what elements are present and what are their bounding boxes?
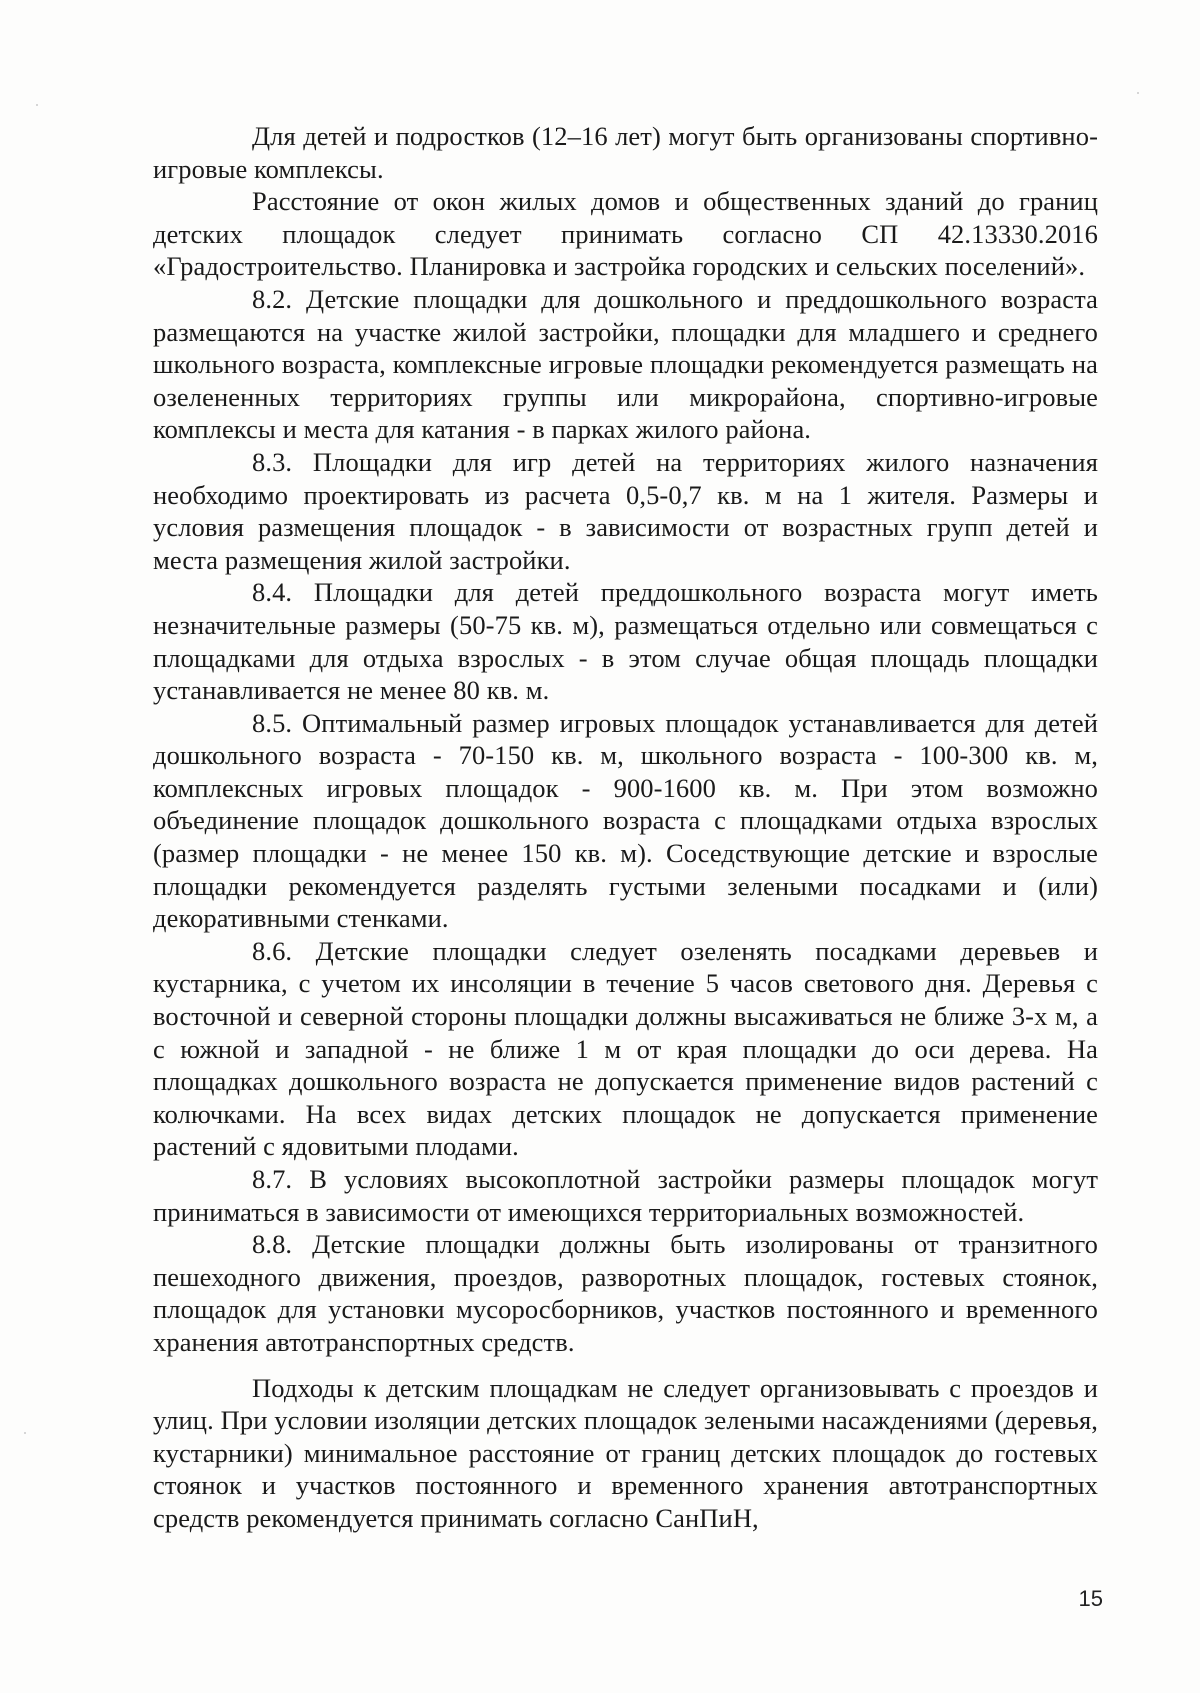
paragraph-8-2: 8.2. Детские площадки для дошкольного и преддошкольного возраста размещаются на участке жилой застройки, площадки для младшего и среднего школьного возраста, комплексные игровые площадки рекомендуется размещать на озелененных территориях группы или микрорайона, спортивно-игровые комплексы и места для катания - в парках жилого района. bbox=[153, 283, 1098, 445]
scan-speck bbox=[1137, 92, 1139, 94]
paragraph-playgrounds-teens: Для детей и подростков (12–16 лет) могут быть организованы спортивно-игровые комплексы. bbox=[153, 121, 1098, 184]
paragraph-8-4: 8.4. Площадки для детей преддошкольного возраста могут иметь незначительные размеры (50-75 кв. м), размещаться отдельно или совмещаться с площадками для отдыха взрослых - в этом случае общая площадь площадки устанавливается не менее 80 кв. м. bbox=[153, 577, 1098, 706]
page-number: 15 bbox=[1078, 1586, 1103, 1611]
paragraph-8-8: 8.8. Детские площадки должны быть изолированы от транзитного пешеходного движения, проездов, разворотных площадок, гостевых стоянок, площадок для установки мусоросборников, участков постоянного и временного хранения автотранспортных средств. bbox=[153, 1229, 1098, 1357]
paragraph-distance-from-windows: Расстояние от окон жилых домов и общественных зданий до границ детских площадок следует принимать согласно СП 42.13330.2016 «Градостроительство. Планировка и застройка городских и сельских поселений». bbox=[153, 186, 1098, 282]
paragraph-8-3: 8.3. Площадки для игр детей на территориях жилого назначения необходимо проектировать из расчета 0,5-0,7 кв. м на 1 жителя. Размеры и условия размещения площадок - в зависимости от возрастных групп детей и места размещения жилой застройки. bbox=[153, 446, 1098, 575]
paragraph-8-5: 8.5. Оптимальный размер игровых площадок устанавливается для детей дошкольного возраста - 70-150 кв. м, школьного возраста - 100-300 кв. м, комплексных игровых площадок - 900-1600 кв. м. При этом возможно объединение площадок дошкольного возраста с площадками отдыха взрослых (размер площадки - не менее 150 кв. м). Соседствующие детские и взрослые площадки рекомендуется разделять густыми зелеными посадками и (или) декоративными стенками. bbox=[153, 707, 1098, 934]
scan-speck bbox=[36, 104, 38, 106]
paragraph-8-6: 8.6. Детские площадки следует озеленять посадками деревьев и кустарника, с учетом их инсоляции в течение 5 часов светового дня. Деревья с восточной и северной стороны площадки должны высаживаться не ближе 3-х м, а с южной и западной - не ближе 1 м от края площадки до оси дерева. На площадках дошкольного возраста не допускается применение видов растений с колючками. На всех видах детских площадок не допускается применение растений с ядовитыми плодами. bbox=[153, 935, 1098, 1162]
paragraph-8-7: 8.7. В условиях высокоплотной застройки размеры площадок могут приниматься в зависимости от имеющихся территориальных возможностей. bbox=[153, 1164, 1098, 1227]
body-text bbox=[153, 120, 1098, 1535]
paragraph-approaches: Подходы к детским площадкам не следует организовывать с проездов и улиц. При условии изоляции детских площадок зелеными насаждениями (деревья, кустарники) минимальное расстояние от границ детских площадок до гостевых стоянок и участков постоянного и временного хранения автотранспортных средств рекомендуется принимать согласно СанПиН, bbox=[153, 1372, 1098, 1533]
scan-speck bbox=[24, 1432, 26, 1434]
